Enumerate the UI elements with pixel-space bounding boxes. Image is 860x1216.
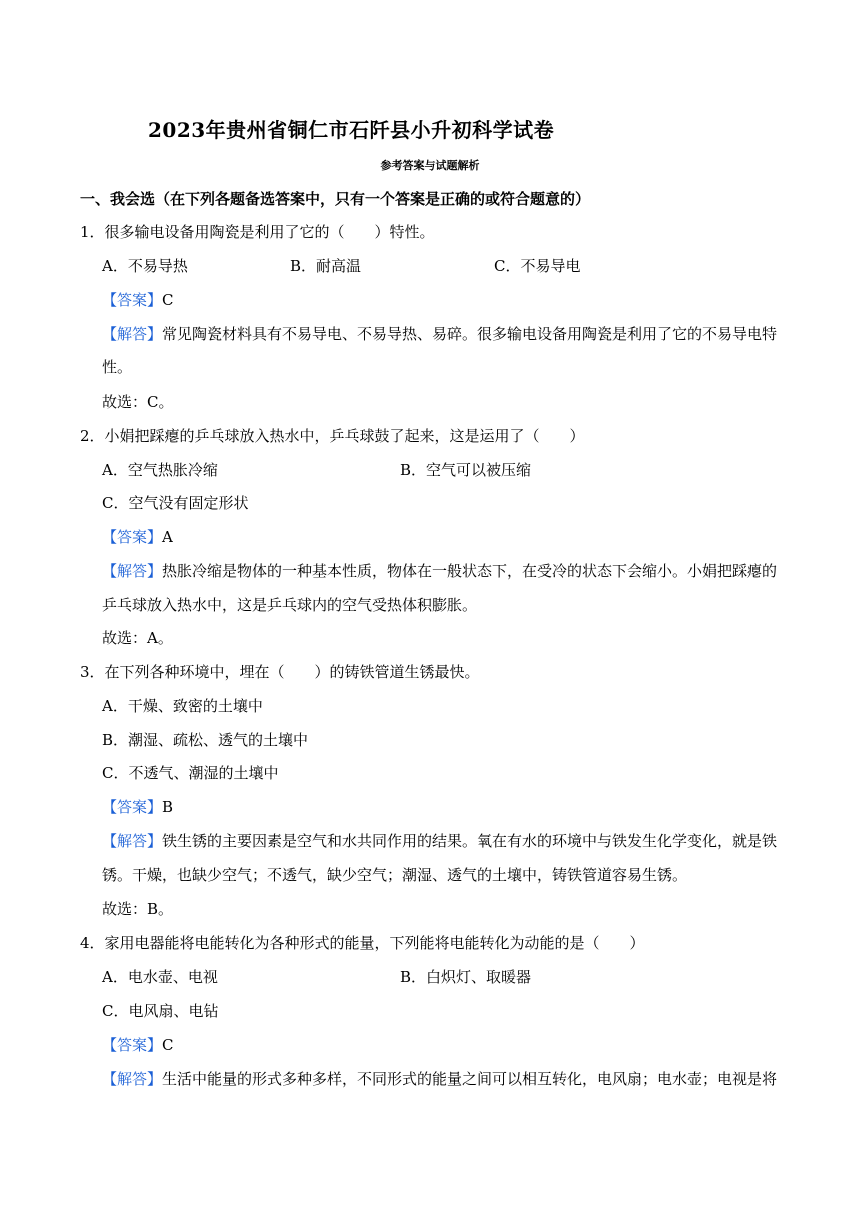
- question-4-option-b: B．白炽灯、取暖器: [400, 968, 532, 986]
- question-1-choice: 故选：C。: [102, 393, 174, 411]
- question-2-choice: 故选：A。: [102, 629, 173, 647]
- question-1-option-b: B．耐高温: [290, 257, 362, 275]
- doc-subtitle: 参考答案与试题解析: [380, 159, 480, 172]
- section-heading: 一、我会选（在下列各题备选答案中，只有一个答案是正确的或符合题意的）: [80, 190, 591, 208]
- question-2-explanation-cont: 乒乓球放入热水中，这是乒乓球内的空气受热体积膨胀。: [102, 596, 478, 614]
- question-3-answer: 【答案】B: [102, 798, 174, 816]
- question-2-answer: 【答案】A: [102, 528, 173, 546]
- question-2-stem: 2．小娟把踩瘪的乒乓球放入热水中，乒乓球鼓了起来，这是运用了（ ）: [80, 427, 585, 445]
- question-4-stem: 4．家用电器能将电能转化为各种形式的能量，下列能将电能转化为动能的是（ ）: [80, 934, 645, 952]
- question-3-option-b: B．潮湿、疏松、透气的土壤中: [102, 731, 309, 749]
- question-3-option-c: C．不透气、潮湿的土壤中: [102, 764, 279, 782]
- question-3-choice: 故选：B。: [102, 900, 174, 918]
- question-2-option-a: A．空气热胀冷缩: [102, 461, 218, 479]
- question-3-explanation-cont: 锈。干燥，也缺少空气；不透气，缺少空气；潮湿、透气的土壤中，铸铁管道容易生锈。: [102, 866, 688, 884]
- question-1-explanation-cont: 性。: [102, 358, 133, 376]
- question-3-explanation: 【解答】铁生锈的主要因素是空气和水共同作用的结果。氧在有水的环境中与铁发生化学变化，就是铁: [102, 832, 778, 850]
- question-2-explanation: 【解答】热胀冷缩是物体的一种基本性质，物体在一般状态下，在受冷的状态下会缩小。小娟把踩瘪的: [102, 562, 778, 580]
- question-4-option-c: C．电风扇、电钻: [102, 1002, 219, 1020]
- question-1-stem: 1．很多输电设备用陶瓷是利用了它的（ ）特性。: [80, 223, 435, 241]
- question-2-option-b: B．空气可以被压缩: [400, 461, 532, 479]
- question-4-answer: 【答案】C: [102, 1036, 174, 1054]
- question-3-stem: 3．在下列各种环境中，埋在（ ）的铸铁管道生锈最快。: [80, 663, 480, 681]
- question-4-option-a: A．电水壶、电视: [102, 968, 218, 986]
- question-1-option-c: C．不易导电: [494, 257, 581, 275]
- question-2-option-c: C．空气没有固定形状: [102, 494, 249, 512]
- question-1-option-a: A．不易导热: [102, 257, 188, 275]
- question-1-explanation: 【解答】常见陶瓷材料具有不易导电、不易导热、易碎。很多输电设备用陶瓷是利用了它的不易导电特: [102, 325, 778, 343]
- question-4-explanation: 【解答】生活中能量的形式多种多样，不同形式的能量之间可以相互转化，电风扇；电水壶；电视是将: [102, 1070, 778, 1088]
- question-1-answer: 【答案】C: [102, 291, 174, 309]
- question-3-option-a: A．干燥、致密的土壤中: [102, 697, 263, 715]
- doc-title: 2023年贵州省铜仁市石阡县小升初科学试卷: [148, 118, 555, 142]
